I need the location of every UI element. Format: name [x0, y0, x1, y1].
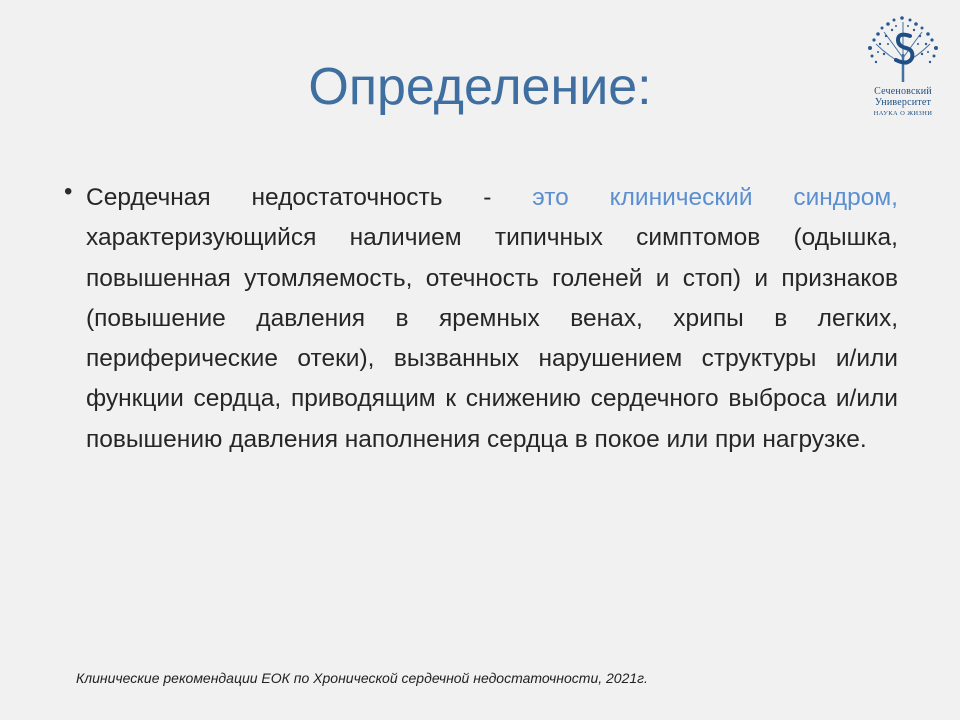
tree-emblem-icon: [858, 14, 948, 86]
logo-name-line1: Сеченовский: [874, 86, 932, 97]
slide-title: Определение:: [308, 58, 652, 116]
definition-paragraph: [86, 178, 898, 460]
definition-rest: характеризующийся наличием типичных симптомов (одышка, повышенная утомляемость, отечность голеней и стоп) и признаков (повышение давления в яремных венах, хрипы в легких, периферические отеки), вызванных нарушением структуры и/или функции сердца, приводящим к снижению сердечного выброса и/или повышению давления наполнения сердца в покое или при нагрузке.: [86, 224, 898, 453]
logo-tagline: НАУКА О ЖИЗНИ: [873, 110, 933, 117]
logo-name-line2: Университет: [874, 97, 932, 108]
definition-highlight: это клинический синдром,: [532, 184, 898, 211]
university-logo: [858, 14, 948, 126]
source-footnote: Клинические рекомендации ЕОК по Хронической сердечной недостаточности, 2021г.: [76, 670, 648, 686]
bullet-icon: •: [64, 178, 73, 205]
definition-term: Сердечная недостаточность -: [86, 184, 533, 211]
